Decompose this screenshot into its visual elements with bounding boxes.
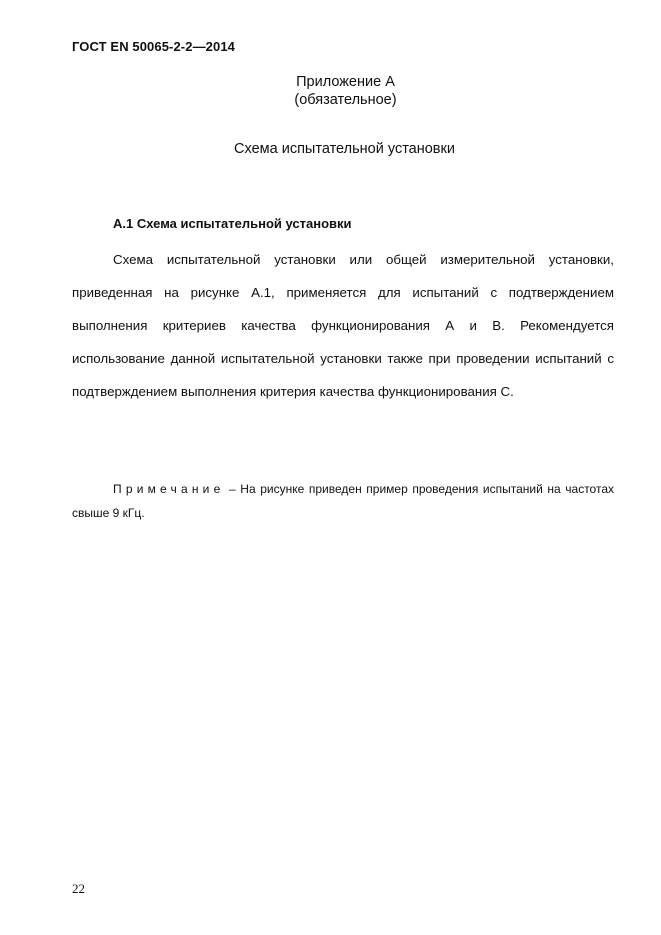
standard-code-header: ГОСТ EN 50065-2-2—2014 (72, 39, 235, 54)
section-heading: А.1 Схема испытательной установки (113, 216, 352, 231)
section-paragraph: Схема испытательной установки или общей измерительной установки, приведенная на рисунке А.1, применяется для испытаний с подтверждением выполнения критериев качества функционирования А и В. Рекомендуется использование данной испытательной установки также при проведении испытаний с подтверждением выполнения критерия качества функционирования С. (72, 252, 614, 399)
page-number: 22 (72, 881, 85, 896)
annex-status: (обязательное) (294, 92, 397, 108)
note-text: – На рисунке приведен пример проведения испытаний на частотах свыше 9 кГц. (72, 482, 614, 520)
annex-title-block (0, 73, 661, 109)
note-label: Примечание (113, 482, 225, 496)
annex-heading: Схема испытательной установки (234, 141, 455, 157)
annex-title: Приложение А (296, 74, 395, 90)
note-paragraph (72, 477, 614, 525)
